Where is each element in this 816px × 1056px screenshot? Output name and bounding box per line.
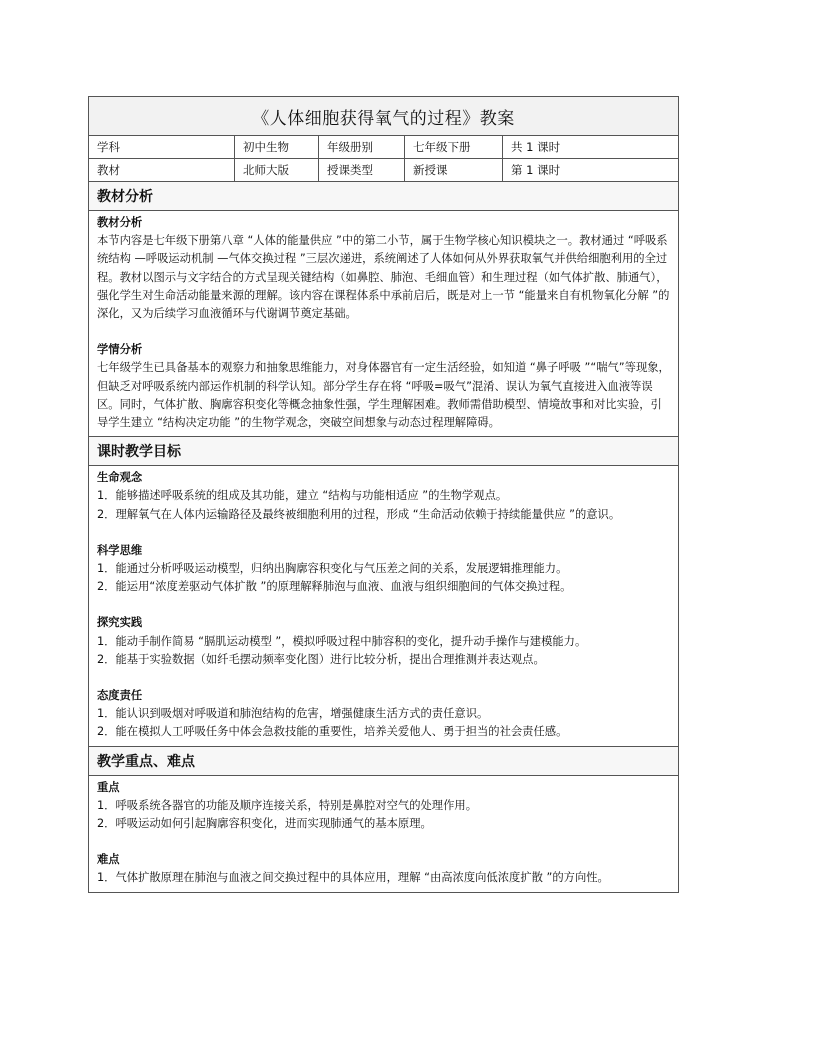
goal-group-title: 态度责任 [97,689,143,703]
goal-group-title: 科学思维 [97,543,143,557]
document-title: 《人体细胞获得氧气的过程》教案 [89,97,678,136]
info-row-subject [89,136,678,159]
paragraph-textbook-analysis: 本节内容是七年级下册第八章 “人体的能量供应 ”中的第二小节，属于生物学核心知识模块之一。教材通过 “呼吸系统结构 —呼吸运动机制 —气体交换过程 ”三层次递进，系统阐述了人体如何从外界获取氧气并供给细胞利用的全过程。教材以图示与文字结合的方式呈现关键结构（如鼻腔、肺泡、毛细血管）和生理过程（如气体扩散、肺通气），强化学生对生命活动能量来源的理解。该内容在课程体系中承前启后，既是对上一节 “能量来自有机物氧化分解 ”的深化，又为后续学习血液循环与代谢调节奠定基础。 [97,234,670,321]
info-value-textbook: 北师大版 [235,159,319,181]
paragraph-student-analysis: 七年级学生已具备基本的观察力和抽象思维能力，对身体器官有一定生活经验，如知道 “鼻子呼吸 ”“喘气”等现象，但缺乏对呼吸系统内部运作机制的科学认知。部分学生存在将 “呼吸=吸气”混淆、误认为氧气直接进入血液等误区。同时，气体扩散、胸廓容积变化等概念抽象性强，学生理解困难。教师需借助模型、情境故事和对比实验，引导学生建立 “结构决定功能 ”的生物学观念，突破空间想象与动态过程理解障碍。 [97,361,670,430]
section-heading-analysis: 教材分析 [89,182,678,211]
info-row-textbook [89,159,678,182]
goal-item: 1．能动手制作简易 “膈肌运动模型 ”，模拟呼吸过程中肺容积的变化，提升动手操作与建模能力。 [97,634,587,648]
section-heading-goals: 课时教学目标 [89,437,678,466]
subheading-focus: 重点 [97,780,120,794]
subheading-difficulty: 难点 [97,853,120,867]
subheading-textbook-analysis: 教材分析 [97,216,143,229]
goal-item: 2．能在模拟人工呼吸任务中体会急救技能的重要性，培养关爱他人、勇于担当的社会责任感。 [97,725,568,739]
focus-item: 2．呼吸运动如何引起胸廓容积变化，进而实现肺通气的基本原理。 [97,817,432,831]
subheading-student-analysis: 学情分析 [97,343,143,357]
lesson-plan-table [88,96,679,893]
goal-item: 2．能基于实验数据（如纤毛摆动频率变化图）进行比较分析，提出合理推测并表达观点。 [97,652,545,666]
info-value-lesson-number: 第 1 课时 [511,163,561,177]
info-value-subject: 初中生物 [235,136,319,158]
section-body-key-points [89,776,678,892]
section-body-goals [89,466,678,746]
info-label-grade: 年级册别 [319,136,405,158]
info-label-subject: 学科 [89,136,235,158]
difficulty-item: 1．气体扩散原理在肺泡与血液之间交换过程中的具体应用，理解 “由高浓度向低浓度扩散 ”的方向性。 [97,871,609,885]
focus-item: 1．呼吸系统各器官的功能及顺序连接关系，特别是鼻腔对空气的处理作用。 [97,798,477,812]
goal-item: 1．能通过分析呼吸运动模型，归纳出胸廓容积变化与气压差之间的关系，发展逻辑推理能力。 [97,562,568,576]
info-value-grade: 七年级下册 [405,136,503,158]
goal-item: 1．能认识到吸烟对呼吸道和肺泡结构的危害，增强健康生活方式的责任意识。 [97,707,489,721]
section-heading-key-points: 教学重点、难点 [89,747,678,776]
goal-group-title: 探究实践 [97,616,143,630]
info-label-lesson-type: 授课类型 [319,159,405,181]
goal-item: 1．能够描述呼吸系统的组成及其功能，建立 “结构与功能相适应 ”的生物学观点。 [97,489,508,503]
info-value-total-hours: 共 1 课时 [511,140,561,154]
goal-item: 2．理解氧气在人体内运输路径及最终被细胞利用的过程，形成 “生命活动依赖于持续能量供应 ”的意识。 [97,507,621,521]
info-label-textbook: 教材 [89,159,235,181]
goal-group-title: 生命观念 [97,471,143,485]
section-body-analysis [89,211,678,437]
info-value-lesson-type: 新授课 [405,159,503,181]
goal-item: 2．能运用“浓度差驱动气体扩散 ”的原理解释肺泡与血液、血液与组织细胞间的气体交换过程。 [97,580,572,594]
